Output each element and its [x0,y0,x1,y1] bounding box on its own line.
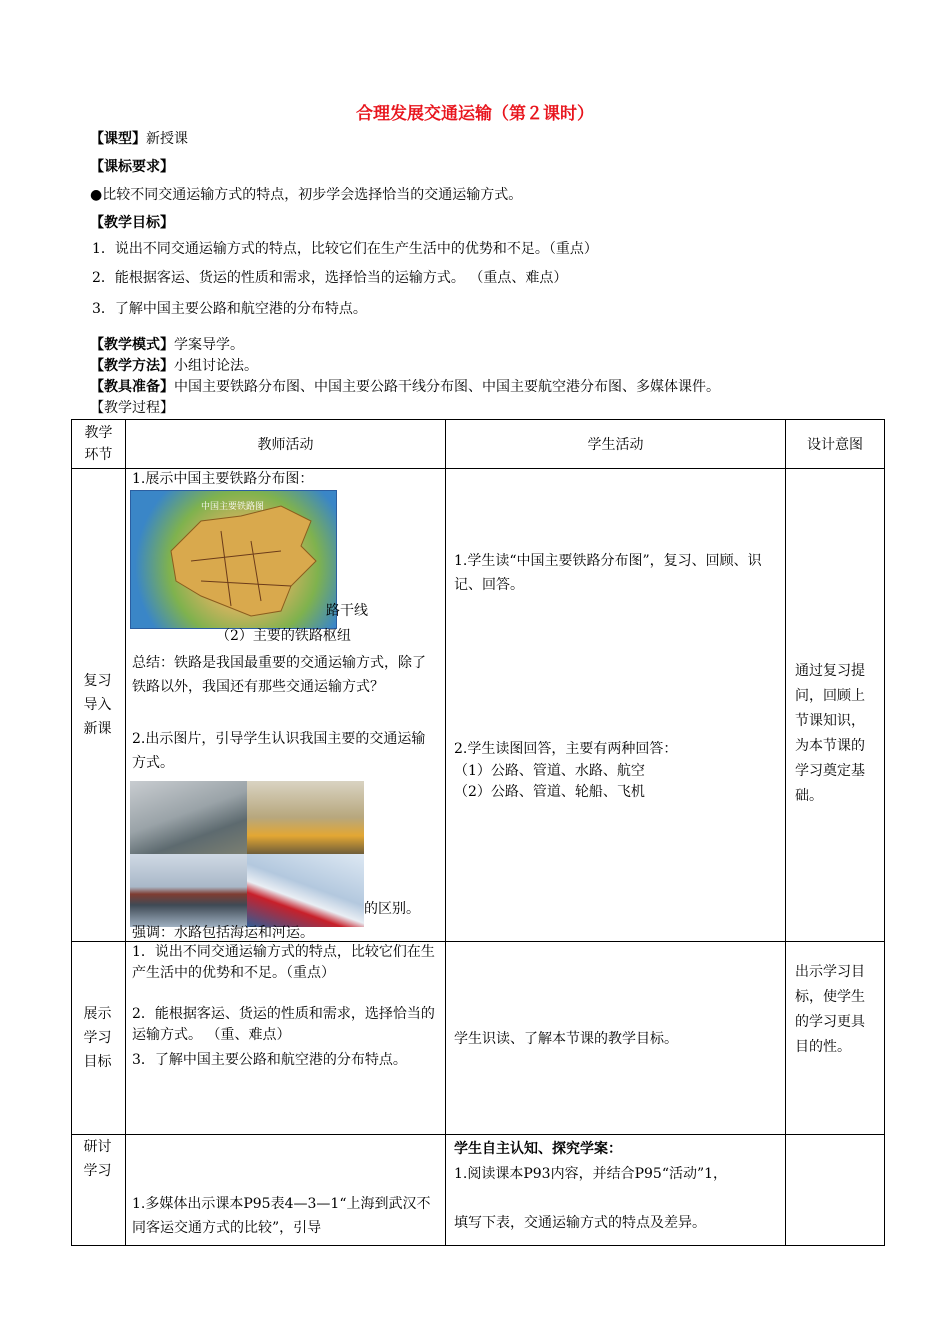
header-teacher: 教师活动 [126,420,446,469]
lesson-process-table [71,419,885,1246]
student-text-3: （1）公路、管道、水路、航空 [454,763,645,779]
ship-photo [130,854,247,927]
teacher-text-5: 2.出示图片，引导学生认识我国主要的交通运输方式。 [132,731,426,771]
tools-label: 【教具准备】 [90,379,174,395]
highway-photo [130,781,247,854]
intent-cell [786,1135,885,1246]
table-row [72,1135,885,1246]
student-text-2: 填写下表，交通运输方式的特点及差异。 [454,1215,706,1231]
header-stage: 教学环节 [72,420,126,469]
teacher-text-1: 1.展示中国主要铁路分布图： [132,471,314,487]
method-value: 小组讨论法。 [174,358,258,374]
standard-label: 【课标要求】 [90,159,174,175]
student-cell [446,1135,786,1246]
tools-line [90,376,720,396]
goal-3: 3．了解中国主要公路和航空港的分布特点。 [92,301,367,317]
intent-text: 出示学习目标，使学生的学习更具目的性。 [795,964,865,1055]
teacher-text-2: 路干线 [326,603,368,619]
intent-cell [786,942,885,1135]
intent-cell [786,469,885,942]
standard-heading [90,156,174,176]
teacher-text-6: 的区别。 [364,901,420,917]
table-row [72,942,885,1135]
table-row [72,469,885,942]
stage-cell: 展示学习目标 [72,942,126,1135]
lesson-type-line [90,128,188,148]
goal-2: 2．能根据客运、货运的性质和需求，选择恰当的运输方式。 （重点、难点） [92,270,568,286]
lesson-type-value: 新授课 [146,131,188,147]
teacher-text-4: 总结：铁路是我国最重要的交通运输方式，除了铁路以外，我国还有那些交通运输方式？ [132,655,426,695]
goals-label: 【教学目标】 [90,215,174,231]
student-text-4: （2）公路、管道、轮船、飞机 [454,784,645,800]
teacher-cell [126,1135,446,1246]
student-cell [446,942,786,1135]
goals-heading [90,212,174,232]
teacher-cell [126,942,446,1135]
tools-value: 中国主要铁路分布图、中国主要公路干线分布图、中国主要航空港分布图、多媒体课件。 [174,379,720,395]
teacher-goal-3: 3．了解中国主要公路和航空港的分布特点。 [132,1052,407,1068]
mode-label: 【教学模式】 [90,337,174,353]
airplane-photo [247,854,364,927]
goal-1: 1．说出不同交通运输方式的特点，比较它们在生产生活中的优势和不足。（重点） [92,241,598,257]
teacher-text-3: （2）主要的铁路枢纽 [216,628,351,644]
stage-cell: 复习导入新课 [72,469,126,942]
student-title: 学生自主认知、探究学案： [454,1141,622,1157]
teacher-goal-2: 2．能根据客运、货运的性质和需求，选择恰当的运输方式。 （重、难点） [132,1006,435,1043]
student-text-2: 2.学生读图回答，主要有两种回答： [454,741,678,757]
header-intent: 设计意图 [786,420,885,469]
intent-text: 通过复习提问，回顾上节课知识，为本节课的学习奠定基础。 [795,663,865,804]
teacher-goal-1: 1．说出不同交通运输方式的特点，比较它们在生产生活中的优势和不足。（重点） [132,944,435,981]
table-header-row [72,420,885,469]
standard-text: ●比较不同交通运输方式的特点，初步学会选择恰当的交通运输方式。 [90,187,523,203]
pipeline-photo [247,781,364,854]
mode-value: 学案导学。 [174,337,244,353]
process-heading: 【教学过程】 [90,400,174,416]
student-goal-text: 学生识读、了解本节课的教学目标。 [454,1031,678,1047]
teacher-text-7: 强调：水路包括海运和河运。 [132,925,314,939]
student-cell [446,469,786,942]
student-text-1: 1.阅读课本P93内容，并结合P95“活动”1， [454,1166,728,1182]
stage-cell: 研讨学习 [72,1135,126,1246]
teacher-cell [126,469,446,942]
method-label: 【教学方法】 [90,358,174,374]
lesson-type-label: 【课型】 [90,131,146,147]
map-title: 中国主要铁路图 [201,502,265,512]
header-student: 学生活动 [446,420,786,469]
teacher-text: 1.多媒体出示课本P95表4—3—1“上海到武汉不同客运交通方式的比较”，引导 [132,1196,431,1236]
method-line [90,355,258,375]
mode-line [90,334,244,354]
map-shape [131,491,336,628]
page-title: 合理发展交通运输（第２课时） [356,104,594,124]
railway-map-image [130,490,337,629]
student-text-1: 1.学生读“中国主要铁路分布图”，复习、回顾、识记、回答。 [454,553,762,593]
